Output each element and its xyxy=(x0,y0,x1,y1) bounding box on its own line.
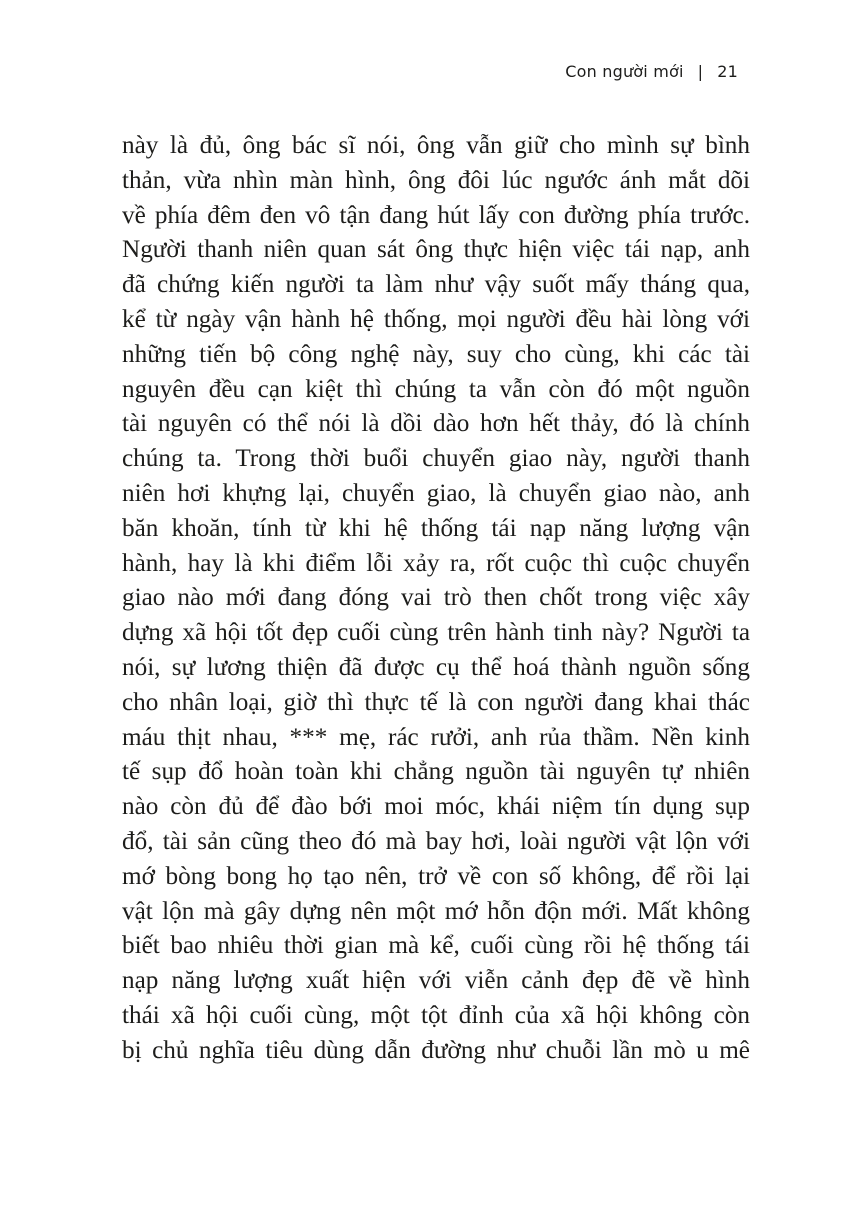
text-line: thản, vừa nhìn màn hình, ông đôi lúc ngước ánh mắt dõi xyxy=(122,166,750,194)
text-line: kể từ ngày vận hành hệ thống, mọi người đều hài lòng với xyxy=(122,305,750,333)
text-line: tế sụp đổ hoàn toàn khi chẳng nguồn tài nguyên tự nhiên xyxy=(122,758,750,786)
text-line: thái xã hội cuối cùng, một tột đỉnh của xã hội không còn xyxy=(122,1001,750,1029)
chapter-title: Con người mới xyxy=(565,62,684,81)
text-line: nguyên đều cạn kiệt thì chúng ta vẫn còn đó một nguồn xyxy=(122,375,750,403)
text-line: về phía đêm đen vô tận đang hút lấy con đường phía trước. xyxy=(122,201,750,229)
text-line: hành, hay là khi điểm lỗi xảy ra, rốt cuộc thì cuộc chuyển xyxy=(122,549,750,577)
text-line: chúng ta. Trong thời buổi chuyển giao này, người thanh xyxy=(122,445,750,473)
text-line: nào còn đủ để đào bới moi móc, khái niệm tín dụng sụp xyxy=(122,793,750,821)
text-line: vật lộn mà gây dựng nên một mớ hỗn độn mới. Mất không xyxy=(122,897,750,925)
text-line: đã chứng kiến người ta làm như vậy suốt mấy tháng qua, xyxy=(122,271,750,299)
text-line: những tiến bộ công nghệ này, suy cho cùng, khi các tài xyxy=(122,340,750,368)
running-header xyxy=(565,62,738,81)
page-number: 21 xyxy=(717,62,738,81)
text-line: dựng xã hội tốt đẹp cuối cùng trên hành tinh này? Người ta xyxy=(122,619,750,647)
text-line: đổ, tài sản cũng theo đó mà bay hơi, loài người vật lộn với xyxy=(122,827,750,855)
text-line: mớ bòng bong họ tạo nên, trở về con số không, để rồi lại xyxy=(122,862,750,890)
text-line: bị chủ nghĩa tiêu dùng dẫn đường như chuỗi lần mò u mê xyxy=(122,1036,750,1064)
text-line: cho nhân loại, giờ thì thực tế là con người đang khai thác xyxy=(122,688,750,716)
text-line: niên hơi khựng lại, chuyển giao, là chuyển giao nào, anh xyxy=(122,479,750,507)
text-line: này là đủ, ông bác sĩ nói, ông vẫn giữ cho mình sự bình xyxy=(122,132,750,159)
text-line: biết bao nhiêu thời gian mà kể, cuối cùng rồi hệ thống tái xyxy=(122,932,750,960)
body-text xyxy=(122,129,750,1069)
text-line: máu thịt nhau, *** mẹ, rác rưởi, anh rủa thầm. Nền kinh xyxy=(122,723,750,751)
text-line: nói, sự lương thiện đã được cụ thể hoá thành nguồn sống xyxy=(122,653,750,681)
text-line: giao nào mới đang đóng vai trò then chốt trong việc xây xyxy=(122,584,750,612)
text-line: tài nguyên có thể nói là dồi dào hơn hết thảy, đó là chính xyxy=(122,410,750,438)
header-separator: | xyxy=(697,62,704,81)
text-line: băn khoăn, tính từ khi hệ thống tái nạp năng lượng vận xyxy=(122,514,750,542)
text-line: Người thanh niên quan sát ông thực hiện việc tái nạp, anh xyxy=(122,236,750,264)
text-line: nạp năng lượng xuất hiện với viễn cảnh đẹp đẽ về hình xyxy=(122,967,750,995)
